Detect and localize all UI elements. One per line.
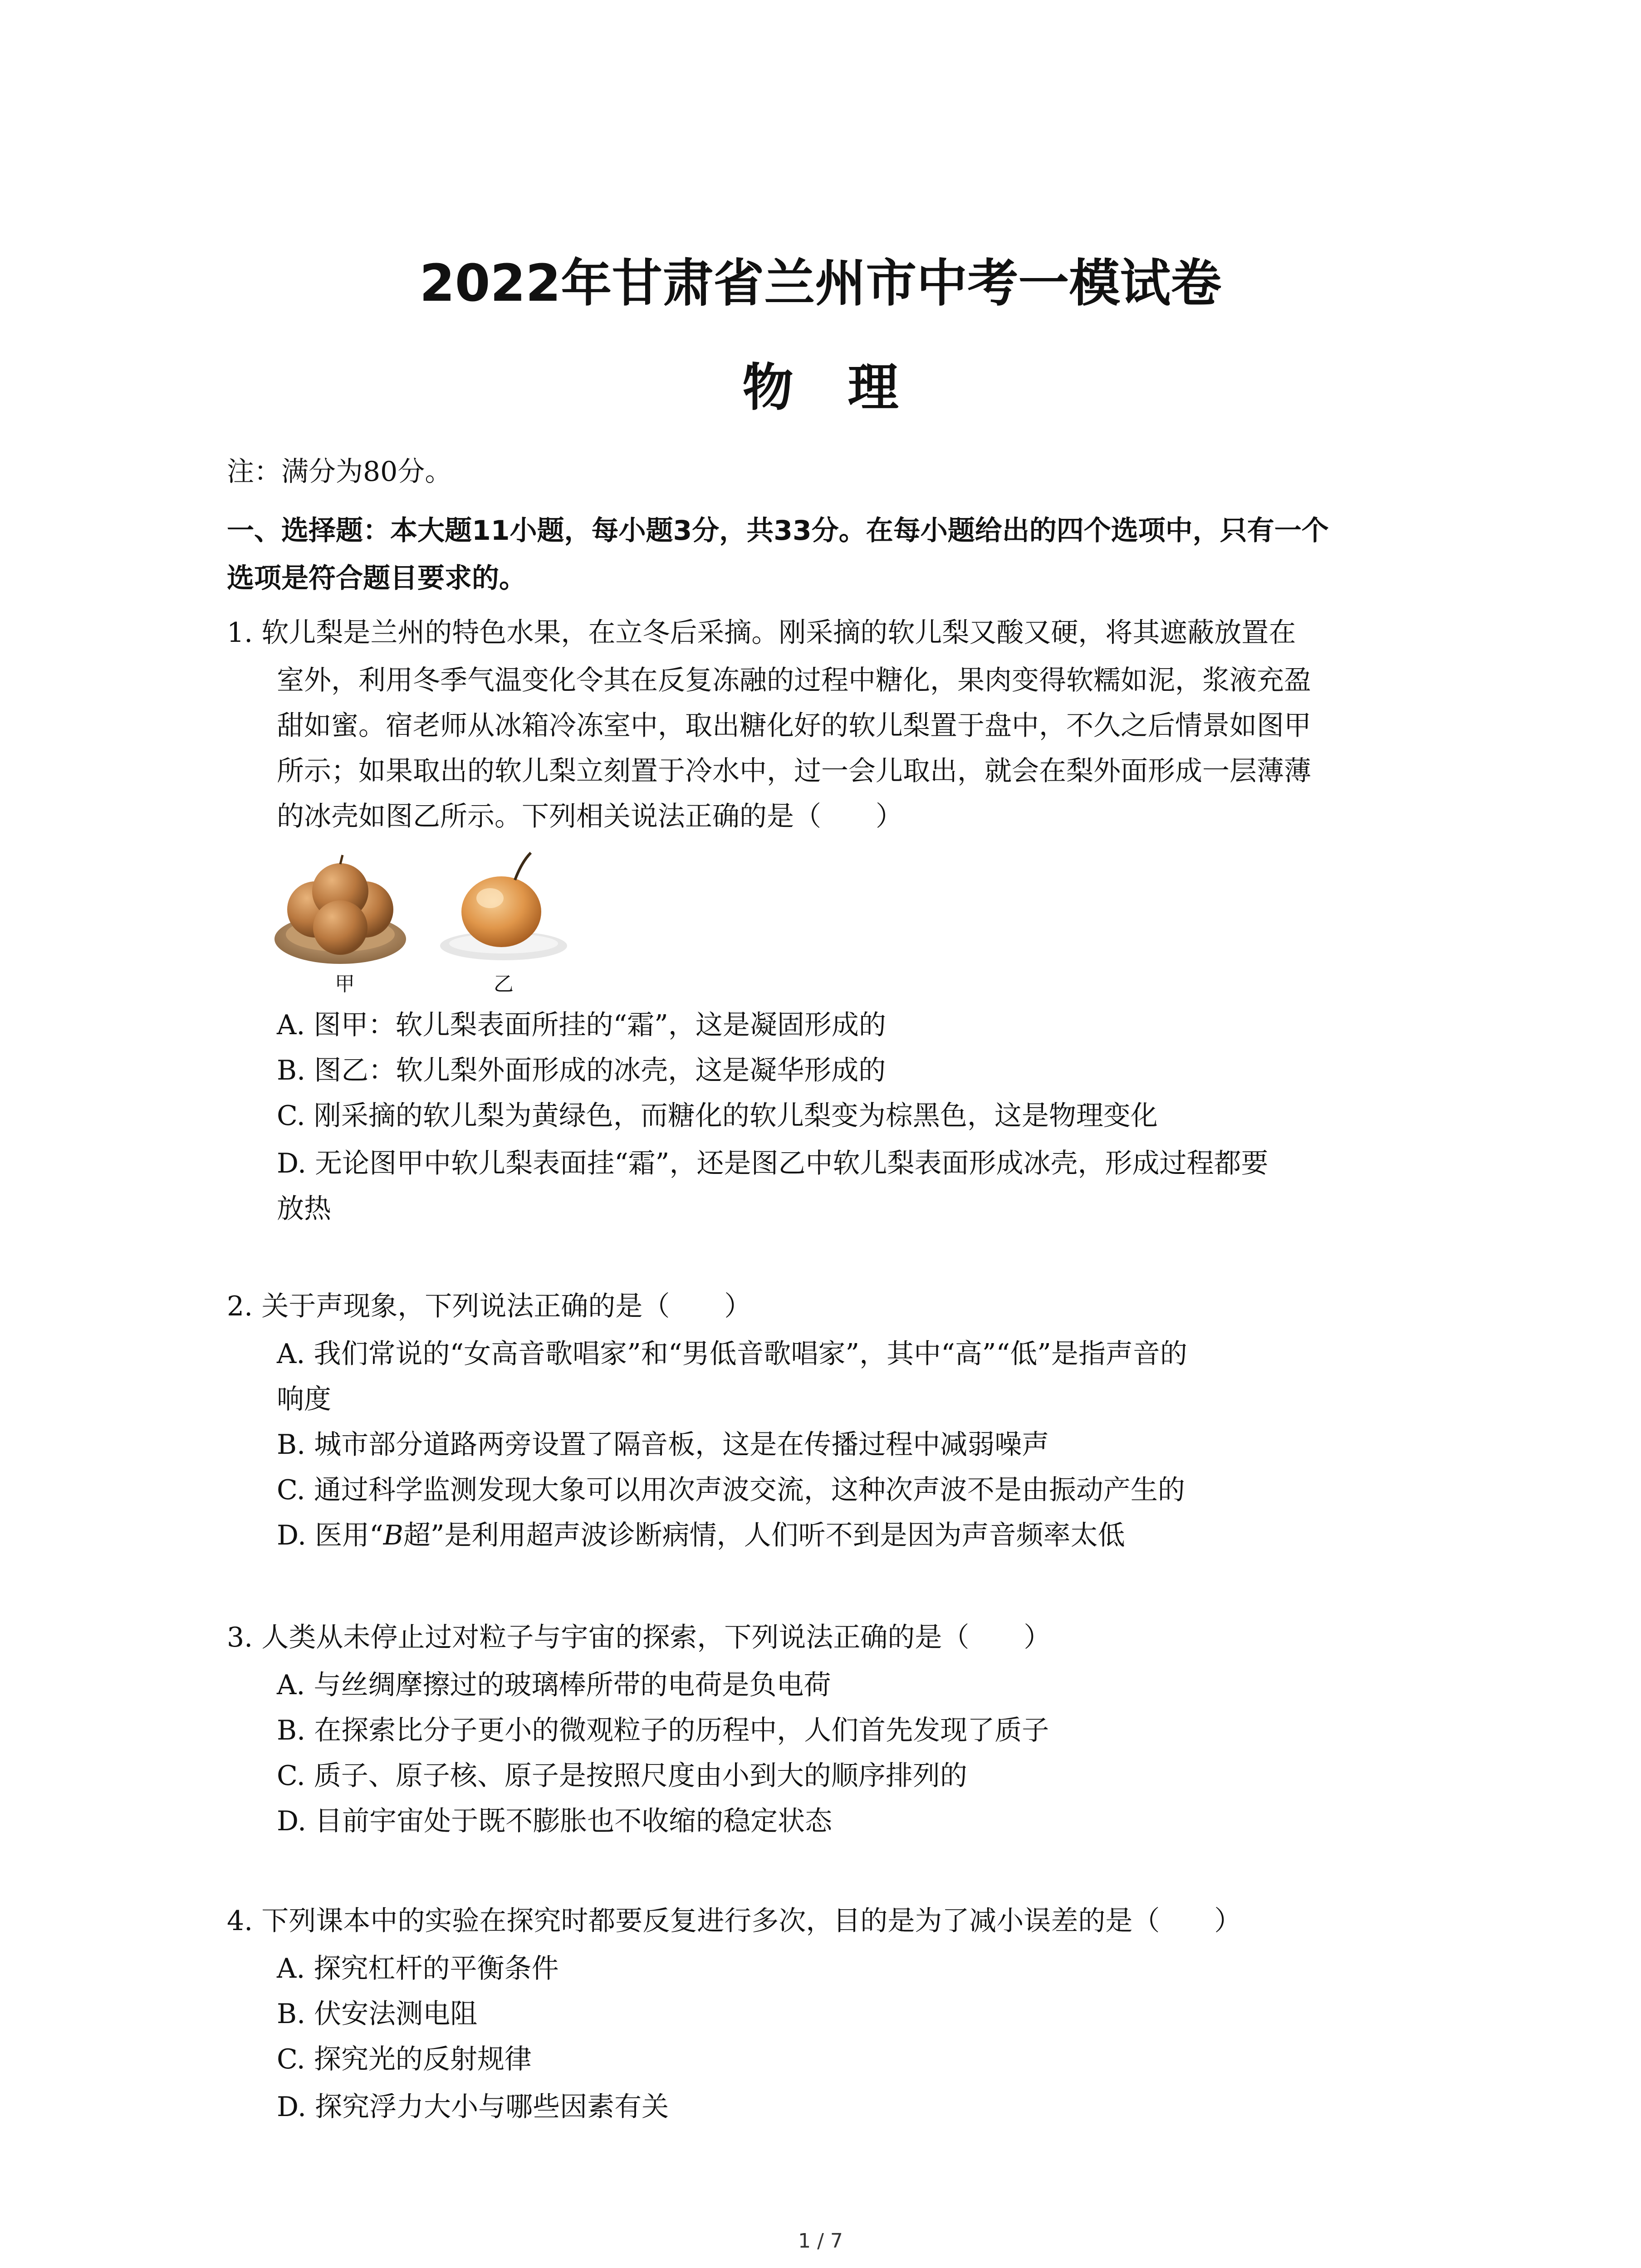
q4-option-c: C. 探究光的反射规律 bbox=[277, 2043, 532, 2075]
pears-plate-icon bbox=[272, 848, 408, 971]
q3-stem: 3. 人类从未停止过对粒子与宇宙的探索，下列说法正确的是（ ） bbox=[227, 1622, 1051, 1653]
q3-option-d: D. 目前宇宙处于既不膨胀也不收缩的稳定状态 bbox=[277, 1805, 833, 1837]
page-number: 1 / 7 bbox=[798, 2229, 843, 2253]
q2-option-b: B. 城市部分道路两旁设置了隔音板，这是在传播过程中减弱噪声 bbox=[277, 1429, 1049, 1461]
score-note: 注：满分为80分。 bbox=[227, 456, 452, 488]
q4-option-a: A. 探究杠杆的平衡条件 bbox=[277, 1953, 559, 1984]
q2-option-a-line1: A. 我们常说的“女高音歌唱家”和“男低音歌唱家”，其中“高”“低”是指声音的 bbox=[277, 1338, 1187, 1370]
q2-stem: 2. 关于声现象，下列说法正确的是（ ） bbox=[227, 1290, 752, 1322]
q3-option-b: B. 在探索比分子更小的微观粒子的历程中，人们首先发现了质子 bbox=[277, 1715, 1049, 1746]
subject-title: 物理 bbox=[742, 358, 953, 417]
q1-option-b: B. 图乙：软儿梨外面形成的冰壳，这是凝华形成的 bbox=[277, 1055, 886, 1086]
q2-option-d-post: 超”是利用超声波诊断病情，人们听不到是因为声音频率太低 bbox=[403, 1520, 1125, 1551]
q2-option-d-italic: B bbox=[383, 1520, 403, 1551]
q1-stem-line4: 所示；如果取出的软儿梨立刻置于冷水中，过一会儿取出，就会在梨外面形成一层薄薄 bbox=[277, 755, 1311, 787]
q4-stem: 4. 下列课本中的实验在探究时都要反复进行多次，目的是为了减小误差的是（ ） bbox=[227, 1905, 1242, 1937]
q1-option-d-line1: D. 无论图甲中软儿梨表面挂“霜”，还是图乙中软儿梨表面形成冰壳，形成过程都要 bbox=[277, 1148, 1269, 1179]
q4-option-b: B. 伏安法测电阻 bbox=[277, 1998, 478, 2030]
q1-stem-line3: 甜如蜜。宿老师从冰箱冷冻室中，取出糖化好的软儿梨置于盘中，不久之后情景如图甲 bbox=[277, 710, 1311, 742]
q1-stem-line1: 1. 软儿梨是兰州的特色水果，在立冬后采摘。刚采摘的软儿梨又酸又硬，将其遮蔽放置在 bbox=[227, 617, 1296, 649]
q1-stem-line2: 室外，利用冬季气温变化令其在反复冻融的过程中糖化，果肉变得软糯如泥，浆液充盈 bbox=[277, 665, 1311, 696]
figure-caption-yi: 乙 bbox=[494, 973, 514, 996]
q2-option-c: C. 通过科学监测发现大象可以用次声波交流，这种次声波不是由振动产生的 bbox=[277, 1474, 1185, 1506]
figure-pears-on-plate bbox=[272, 848, 408, 971]
q1-option-c: C. 刚采摘的软儿梨为黄绿色，而糖化的软儿梨变为棕黑色，这是物理变化 bbox=[277, 1100, 1158, 1132]
figure-caption-jia: 甲 bbox=[335, 973, 355, 996]
exam-title: 2022年甘肃省兰州市中考一模试卷 bbox=[419, 254, 1222, 313]
q2-option-d-pre: D. 医用“ bbox=[277, 1520, 383, 1551]
q2-option-a-line2: 响度 bbox=[277, 1383, 331, 1415]
q3-option-a: A. 与丝绸摩擦过的玻璃棒所带的电荷是负电荷 bbox=[277, 1669, 831, 1701]
section-heading-line2: 选项是符合题目要求的。 bbox=[227, 562, 526, 594]
q1-option-d-line2: 放热 bbox=[277, 1193, 331, 1225]
figure-iced-pear bbox=[436, 844, 572, 971]
q3-option-c: C. 质子、原子核、原子是按照尺度由小到大的顺序排列的 bbox=[277, 1760, 967, 1792]
iced-pear-icon bbox=[436, 844, 572, 971]
q4-option-d: D. 探究浮力大小与哪些因素有关 bbox=[277, 2091, 669, 2123]
q2-option-d bbox=[277, 1513, 1125, 1558]
q1-option-a: A. 图甲：软儿梨表面所挂的“霜”，这是凝固形成的 bbox=[277, 1009, 886, 1041]
section-heading-line1: 一、选择题：本大题11小题，每小题3分，共33分。在每小题给出的四个选项中，只有一个 bbox=[227, 515, 1329, 547]
q1-stem-line5: 的冰壳如图乙所示。下列相关说法正确的是（ ） bbox=[277, 801, 903, 832]
